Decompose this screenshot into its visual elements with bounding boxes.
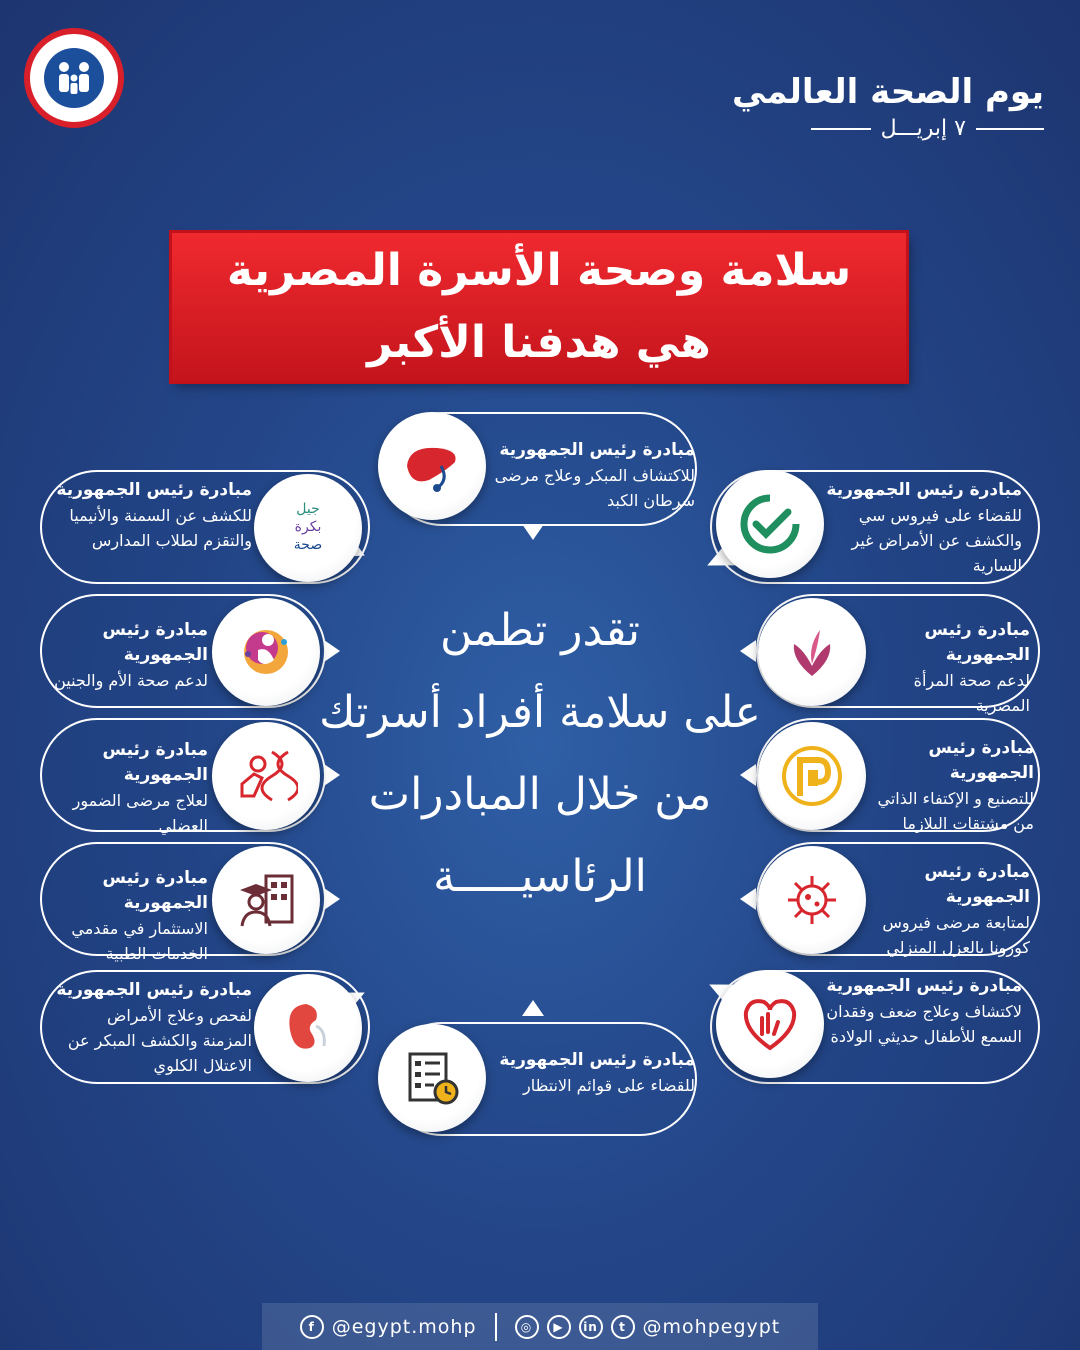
check-icon [716,470,824,578]
twitter-icon[interactable]: t [611,1315,635,1339]
initiative-desc: للقضاء على قوائم الانتظار [522,1076,695,1095]
initiative-text [824,974,1022,1049]
bubble-pointer [740,888,756,910]
svg-text:بكرة: بكرة [294,519,322,535]
center-line-1: تقدر تطمن [439,605,641,656]
initiative-desc: لعلاج مرضى الضمور العضلي [72,791,208,835]
family-icon [44,48,104,108]
virus-icon [758,846,866,954]
facebook-icon[interactable]: f [300,1315,324,1339]
divider [811,128,871,130]
initiative-desc: للكشف عن السمنة والأنيميا والتقزم لطلاب المدارس [69,506,252,550]
linkedin-icon[interactable]: in [579,1315,603,1339]
initiative-desc: للتصنيع و الإكتفاء الذاتي من مشتقات البلازما [877,789,1034,833]
page-title: يوم الصحة العالمي [731,72,1044,112]
initiative-text [54,478,252,553]
initiative-title: مبادرة رئيس الجمهورية [56,980,252,1000]
initiative-title: مبادرة رئيس الجمهورية [102,620,208,665]
center-line-3: من خلال المبادرات [368,769,712,820]
initiative-desc: للاكتشاف المبكر وعلاج مرضى سرطان الكبد [494,466,695,510]
initiative-title: مبادرة رئيس الجمهورية [56,480,252,500]
youtube-icon[interactable]: ▶ [547,1315,571,1339]
initiative-title: مبادرة رئيس الجمهورية [928,738,1034,783]
initiative-desc: لمتابعة مرضى فيروس كورونا بالعزل المنزلي [882,913,1030,957]
initiative-text [824,478,1022,578]
date-line [811,116,1044,141]
initiative-text [866,736,1034,836]
mother-baby-icon [212,598,320,706]
center-line-2: على سلامة أفراد أسرتك [319,687,761,738]
bubble-pointer [740,764,756,786]
svg-text:جيل: جيل [296,501,320,517]
initiative-title: مبادرة رئيس الجمهورية [499,440,695,460]
initiative-desc: لفحص وعلاج الأمراض المزمنة والكشف المبكر عن الاعتلال الكلوي [67,1006,252,1075]
bubble-pointer [324,640,340,662]
bubble-pointer [522,524,544,540]
liver-icon [378,412,486,520]
initiative-desc: لاكتشاف وعلاج ضعف وفقدان السمع للأطفال حديثي الولادة [826,1002,1022,1046]
divider [976,128,1044,130]
initiative-text [870,618,1030,718]
initiative-text [490,1048,695,1098]
headline-line-2: هي هدفنا الأكبر [367,317,711,368]
dna-muscle-icon [212,722,320,830]
instagram-icon[interactable]: ◎ [515,1315,539,1339]
bubble-pointer [324,888,340,910]
doctor-hospital-icon [212,846,320,954]
initiative-text [46,738,208,838]
ministry-logo [24,28,124,128]
bubble-pointer [740,640,756,662]
bubble-pointer [324,764,340,786]
initiative-desc: الاستثمار في مقدمي الخدمات الطبية [71,919,208,963]
initiative-title: مبادرة رئيس الجمهورية [924,620,1030,665]
initiative-text [46,866,208,966]
initiative-text [866,860,1030,960]
initiative-text [54,978,252,1078]
initiative-title: مبادرة رئيس الجمهورية [924,862,1030,907]
date-label: ٧ إبريـــل [880,116,966,141]
healthy-generation-icon [254,474,362,582]
headline-banner [172,233,906,381]
initiative-title: مبادرة رئيس الجمهورية [102,740,208,785]
headline-line-1: سلامة وصحة الأسرة المصرية [226,245,852,296]
initiative-text [490,438,695,513]
social-footer [262,1303,818,1350]
plasma-icon [758,722,866,830]
hearing-heart-icon [716,970,824,1078]
center-message [300,590,780,918]
initiative-desc: للقضاء على فيروس سي والكشف عن الأمراض غير السارية [851,506,1022,575]
initiative-title: مبادرة رئيس الجمهورية [826,480,1022,500]
initiative-title: مبادرة رئيس الجمهورية [499,1050,695,1070]
initiative-title: مبادرة رئيس الجمهورية [102,868,208,913]
divider [495,1313,497,1341]
waiting-list-icon [378,1024,486,1132]
svg-text:صحة: صحة [293,537,323,553]
social-handle[interactable]: @mohpegypt [642,1315,781,1338]
center-line-4: الرئاسيـــــة [433,851,647,902]
initiative-desc: لدعم صحة المرأة المصرية [913,671,1030,715]
facebook-handle[interactable]: @egypt.mohp [331,1315,477,1338]
bubble-pointer [522,1000,544,1016]
kidney-icon [254,974,362,1082]
initiative-text [46,618,208,693]
woman-health-icon [758,598,866,706]
initiative-desc: لدعم صحة الأم والجنين [54,671,208,690]
initiative-title: مبادرة رئيس الجمهورية [826,976,1022,996]
